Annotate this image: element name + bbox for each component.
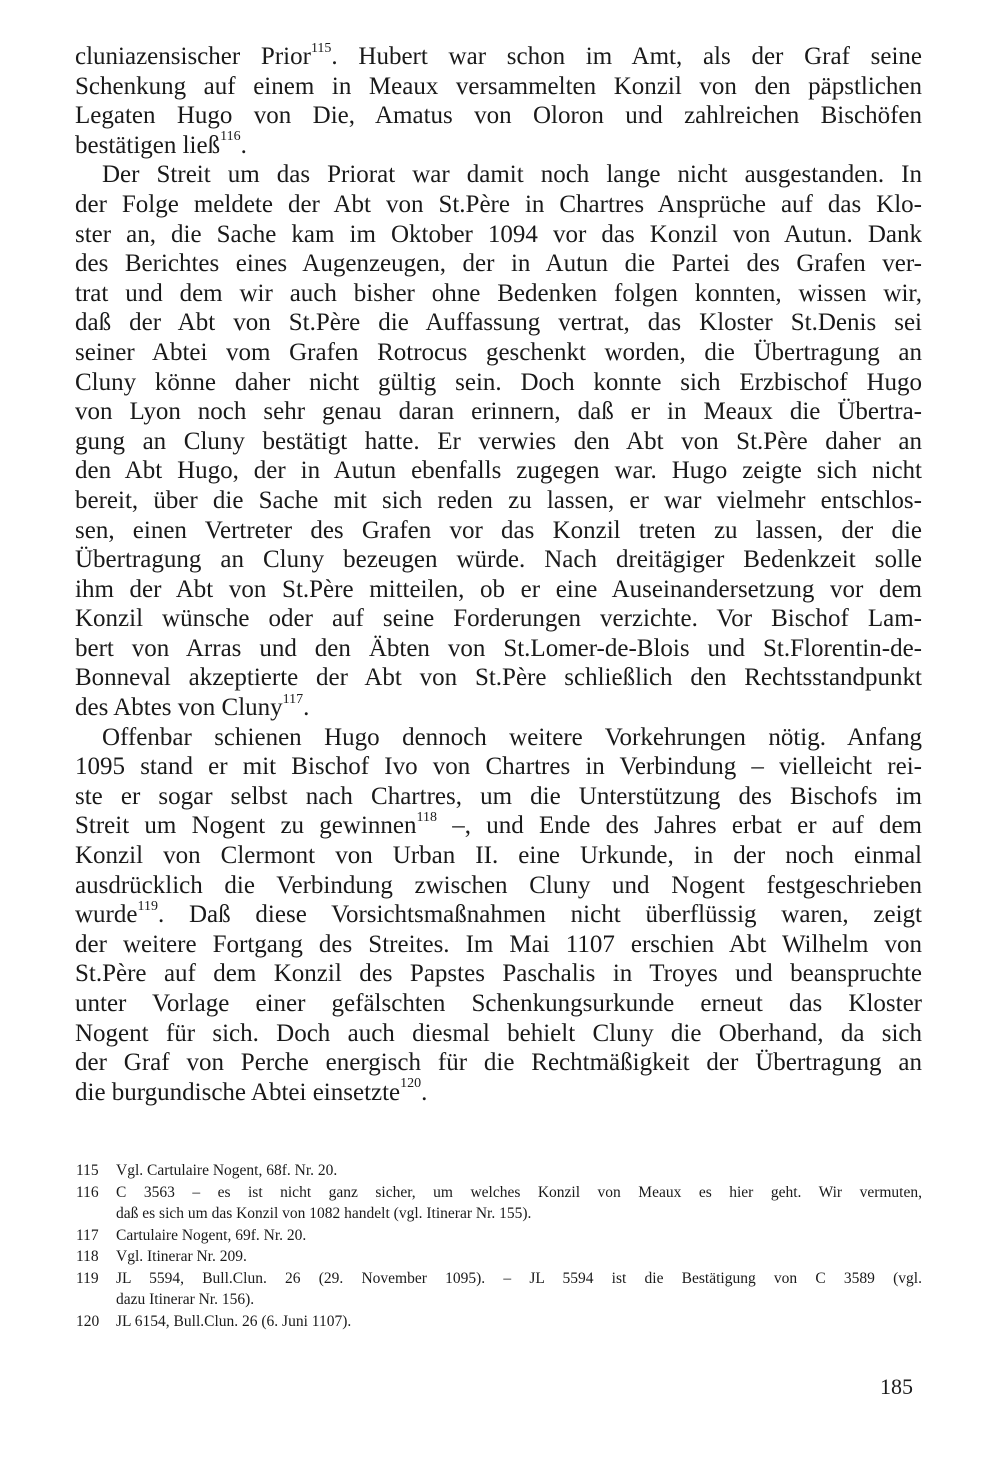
text-segment: Konzil wünsche oder auf seine Forderungen verzichte. Vor Bischof Lam- bbox=[75, 605, 922, 633]
footnote-reference: 118 bbox=[416, 810, 437, 826]
text-line bbox=[75, 811, 922, 841]
text-segment: trat und dem wir auch bisher ohne Bedenken folgen konnten, wissen wir, bbox=[75, 279, 922, 307]
text-segment: seiner Abtei vom Grafen Rotrocus geschenkt worden, die Übertragung an bbox=[75, 338, 922, 366]
text-line bbox=[75, 42, 922, 72]
text-line bbox=[75, 841, 922, 871]
text-line bbox=[75, 279, 922, 309]
text-segment: daß der Abt von St.Père die Auffassung vertrat, das Kloster St.Denis sei bbox=[75, 309, 922, 337]
footnote bbox=[76, 1160, 922, 1182]
text-segment: Konzil von Clermont von Urban II. eine Urkunde, in der noch einmal bbox=[75, 842, 922, 870]
text-line bbox=[75, 516, 922, 546]
footnote-number: 118 bbox=[76, 1248, 99, 1265]
text-line bbox=[75, 1048, 922, 1078]
text-segment: sen, einen Vertreter des Grafen vor das Konzil treten zu lassen, der die bbox=[75, 516, 922, 544]
footnotes-section bbox=[76, 1160, 922, 1332]
footnote-number: 117 bbox=[76, 1226, 99, 1244]
text-segment: St.Père auf dem Konzil des Papstes Paschalis in Troyes und beanspruchte bbox=[75, 960, 922, 988]
text-line bbox=[75, 190, 922, 220]
text-line bbox=[75, 1078, 922, 1108]
text-line bbox=[75, 220, 922, 250]
text-line bbox=[75, 160, 922, 190]
footnote-text bbox=[116, 1225, 922, 1247]
text-line bbox=[75, 456, 922, 486]
text-line bbox=[75, 545, 922, 575]
footnote-line: JL 6154, Bull.Clun. 26 (6. Juni 1107). bbox=[116, 1312, 352, 1330]
footnote-line: daß es sich um das Konzil von 1082 handelt (vgl. Itinerar Nr. 155). bbox=[116, 1205, 532, 1222]
footnote-line: C 3563 – es ist nicht ganz sicher, um welches Konzil von Meaux es hier geht. Wir vermuten, bbox=[116, 1183, 922, 1201]
text-line bbox=[75, 486, 922, 516]
footnote-number: 119 bbox=[76, 1269, 99, 1287]
footnote bbox=[76, 1311, 922, 1333]
text-line bbox=[75, 575, 922, 605]
text-segment: cluniazensischer Prior bbox=[75, 43, 311, 70]
text-segment: . bbox=[240, 131, 247, 159]
text-segment: ihm der Abt von St.Père mitteilen, ob er eine Auseinandersetzung vor dem bbox=[75, 575, 922, 603]
text-segment: Streit um Nogent zu gewinnen bbox=[75, 812, 417, 840]
footnote-text bbox=[116, 1160, 922, 1182]
text-line bbox=[75, 72, 922, 102]
text-line bbox=[75, 959, 922, 989]
text-segment: der Graf von Perche energisch für die Rechtmäßigkeit der Übertragung an bbox=[75, 1049, 922, 1077]
text-segment: ste er sogar selbst nach Chartres, um die Unterstützung des Bischofs im bbox=[75, 782, 922, 810]
text-line bbox=[75, 663, 922, 693]
footnote-number: 115 bbox=[76, 1162, 99, 1179]
text-segment: ster an, die Sache kam im Oktober 1094 vor das Konzil von Autun. Dank bbox=[75, 220, 922, 248]
footnote-line: Vgl. Cartulaire Nogent, 68f. Nr. 20. bbox=[116, 1162, 338, 1179]
text-segment: ausdrücklich die Verbindung zwischen Cluny und Nogent festgeschrieben bbox=[75, 871, 922, 899]
footnote-line: Vgl. Itinerar Nr. 209. bbox=[116, 1248, 247, 1265]
footnote-reference: 116 bbox=[220, 129, 241, 145]
text-segment: unter Vorlage einer gefälschten Schenkungsurkunde erneut das Kloster bbox=[75, 990, 922, 1017]
footnote-reference: 117 bbox=[282, 691, 304, 707]
footnote bbox=[76, 1268, 922, 1311]
text-segment: bestätigen ließ bbox=[75, 131, 221, 159]
footnote-number: 116 bbox=[76, 1183, 99, 1201]
text-line bbox=[75, 930, 922, 960]
footnote-text bbox=[116, 1182, 922, 1225]
text-line bbox=[75, 101, 922, 131]
text-segment: den Abt Hugo, der in Autun ebenfalls zugegen war. Hugo zeigte sich nicht bbox=[75, 457, 922, 485]
text-segment: Der Streit um das Priorat war damit noch lange nicht ausgestanden. In bbox=[102, 161, 922, 189]
text-segment: der Folge meldete der Abt von St.Père in Chartres Ansprüche auf das Klo- bbox=[75, 190, 922, 218]
text-segment: . bbox=[303, 694, 310, 722]
text-line bbox=[75, 427, 922, 457]
text-segment: Schenkung auf einem in Meaux versammelten Konzil von den päpstlichen bbox=[75, 72, 922, 100]
footnote bbox=[76, 1246, 922, 1268]
text-segment: gung an Cluny bestätigt hatte. Er verwies den Abt von St.Père daher an bbox=[75, 427, 922, 455]
text-segment: der weitere Fortgang des Streites. Im Mai 1107 erschien Abt Wilhelm von bbox=[75, 930, 922, 958]
text-segment: von Lyon noch sehr genau daran erinnern, daß er in Meaux die Übertra- bbox=[75, 398, 922, 426]
text-line bbox=[75, 604, 922, 634]
main-text-body bbox=[75, 42, 922, 1107]
footnote-number: 120 bbox=[76, 1312, 100, 1330]
text-line bbox=[75, 989, 922, 1019]
text-segment: des Abtes von Cluny bbox=[75, 694, 283, 722]
text-segment: Offenbar schienen Hugo dennoch weitere Vorkehrungen nötig. Anfang bbox=[102, 723, 922, 751]
text-line bbox=[75, 249, 922, 279]
text-line bbox=[75, 723, 922, 753]
text-line bbox=[75, 308, 922, 338]
text-segment: die burgundische Abtei einsetzte bbox=[75, 1078, 401, 1106]
footnote-line: Cartulaire Nogent, 69f. Nr. 20. bbox=[116, 1226, 307, 1244]
text-segment: bereit, über die Sache mit sich reden zu lassen, er war vielmehr entschlos- bbox=[75, 486, 922, 514]
footnote-reference: 120 bbox=[400, 1076, 422, 1092]
text-segment: . Daß diese Vorsichtsmaßnahmen nicht überflüssig waren, zeigt bbox=[157, 901, 922, 929]
footnote-reference: 115 bbox=[310, 40, 332, 56]
text-line bbox=[75, 131, 922, 161]
text-line bbox=[75, 338, 922, 368]
text-line bbox=[75, 900, 922, 930]
footnote-line: dazu Itinerar Nr. 156). bbox=[116, 1291, 255, 1308]
text-segment: Übertragung an Cluny bezeugen würde. Nach dreitägiger Bedenkzeit solle bbox=[75, 546, 922, 574]
footnote-reference: 119 bbox=[137, 898, 158, 914]
text-segment: Legaten Hugo von Die, Amatus von Oloron und zahlreichen Bischöfen bbox=[75, 102, 922, 130]
footnote-text bbox=[116, 1268, 922, 1311]
text-segment: –, und Ende des Jahres erbat er auf dem bbox=[436, 812, 922, 840]
text-segment: Cluny könne daher nicht gültig sein. Doch konnte sich Erzbischof Hugo bbox=[75, 368, 922, 396]
text-segment: Bonneval akzeptierte der Abt von St.Père schließlich den Rechtsstandpunkt bbox=[75, 664, 922, 692]
text-segment: . bbox=[421, 1078, 428, 1106]
text-segment: wurde bbox=[75, 901, 138, 929]
text-line bbox=[75, 693, 922, 723]
footnote bbox=[76, 1225, 922, 1247]
text-line bbox=[75, 634, 922, 664]
footnote-line: JL 5594, Bull.Clun. 26 (29. November 1095). – JL 5594 ist die Bestätigung von C 3589 (vgl. bbox=[116, 1269, 922, 1287]
footnote-text bbox=[116, 1246, 922, 1268]
text-line bbox=[75, 782, 922, 812]
footnote bbox=[76, 1182, 922, 1225]
text-line bbox=[75, 1019, 922, 1049]
text-line bbox=[75, 397, 922, 427]
text-segment: bert von Arras und den Äbten von St.Lomer-de-Blois und St.Florentin-de- bbox=[75, 634, 922, 662]
text-segment: des Berichtes eines Augenzeugen, der in Autun die Partei des Grafen ver- bbox=[75, 250, 922, 278]
text-line bbox=[75, 752, 922, 782]
text-segment: 1095 stand er mit Bischof Ivo von Chartres in Verbindung – vielleicht rei- bbox=[75, 753, 922, 781]
footnote-text bbox=[116, 1311, 922, 1333]
page-number: 185 bbox=[880, 1374, 913, 1399]
text-segment: . Hubert war schon im Amt, als der Graf seine bbox=[331, 43, 923, 70]
text-segment: Nogent für sich. Doch auch diesmal behielt Cluny die Oberhand, da sich bbox=[75, 1019, 922, 1047]
text-line bbox=[75, 871, 922, 901]
text-line bbox=[75, 368, 922, 398]
